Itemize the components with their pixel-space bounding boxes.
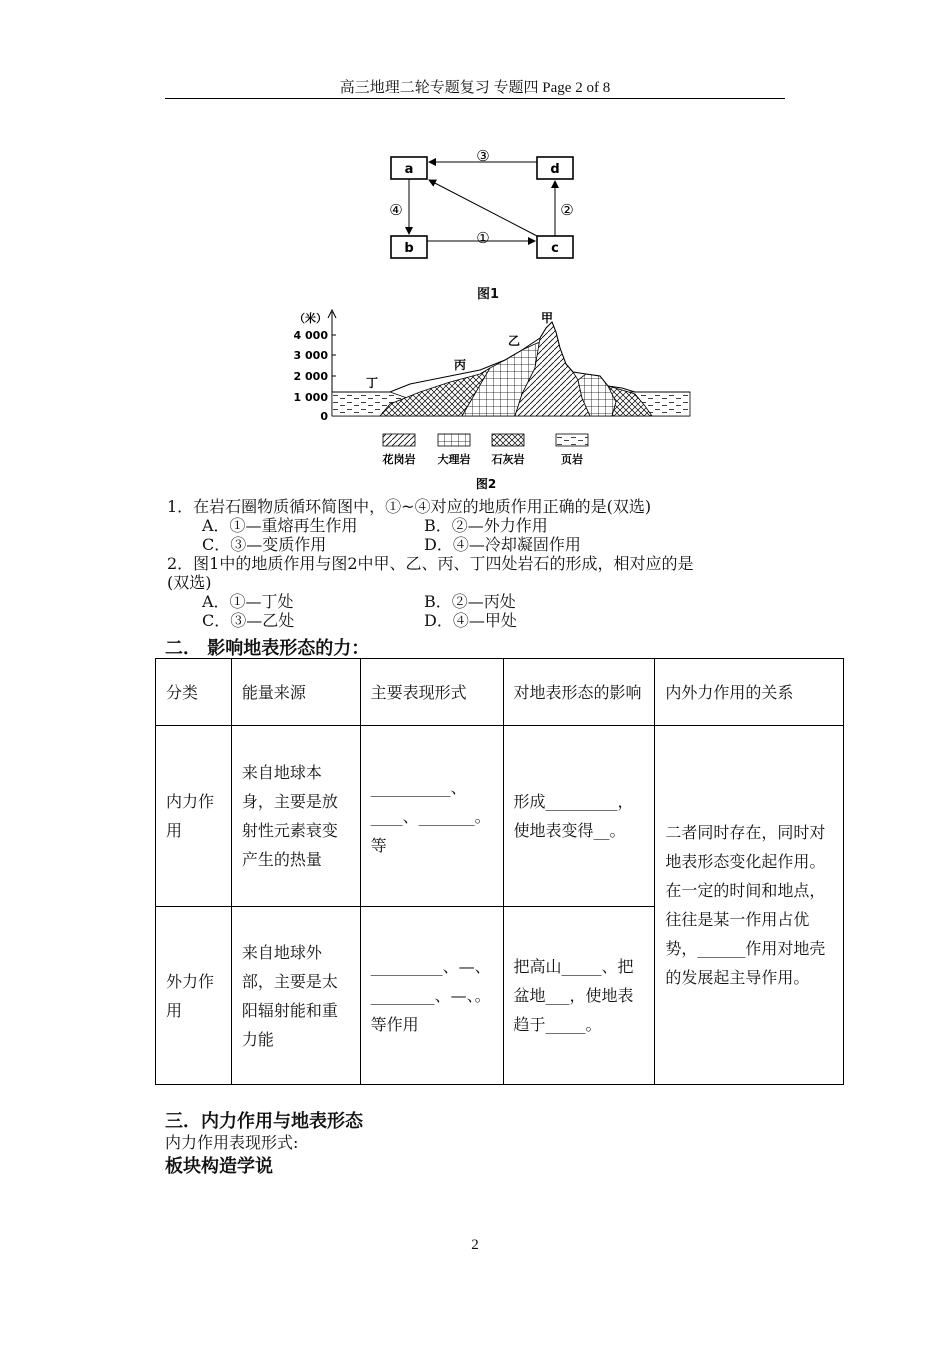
place-ding: 丁 xyxy=(366,376,379,390)
legend-marble-label: 大理岩 xyxy=(437,453,471,466)
node-d-label: d xyxy=(550,162,560,177)
cell-relationship: 二者同时存在，同时对地表形态变化起作用。在一定的时间和地点，往往是某一作用占优势，______作用对地壳的发展起主导作用。 xyxy=(655,726,844,1085)
legend-shale-swatch xyxy=(556,434,588,446)
header-category: 分类 xyxy=(156,659,232,726)
question-2-option-d: D．④—甲处 xyxy=(424,611,517,630)
cell-external-effect: 把高山_____、把盆地___，使地表趋于_____。 xyxy=(503,907,655,1085)
cell-external-energy: 来自地球外部，主要是太阳辐射能和重力能 xyxy=(231,907,360,1085)
legend-shale-label: 页岩 xyxy=(561,453,583,466)
header-energy-source: 能量来源 xyxy=(231,659,360,726)
y-tick-4000: 4 000 xyxy=(293,329,328,342)
page-number: 2 xyxy=(471,1237,479,1253)
y-unit-label: （米） xyxy=(294,312,327,325)
y-tick-0: 0 xyxy=(320,410,328,423)
legend-granite-label: 花岗岩 xyxy=(382,453,416,466)
y-tick-1000: 1 000 xyxy=(293,391,328,404)
place-bing: 丙 xyxy=(454,358,467,372)
section2-heading: 二． 影响地表形态的力： xyxy=(165,638,370,659)
question-1-option-d: D．④—冷却凝固作用 xyxy=(424,535,581,554)
arrow-c-to-a xyxy=(429,180,537,236)
table-header-row xyxy=(156,659,844,726)
arrow-label-three: ③ xyxy=(476,147,490,165)
node-b-label: b xyxy=(404,241,414,256)
section3-line1: 内力作用表现形式: xyxy=(165,1133,299,1152)
question-1-option-c: C．③—变质作用 xyxy=(202,535,327,554)
arrow-label-two: ② xyxy=(560,201,574,219)
figure2-cross-section xyxy=(290,308,700,493)
header-main-forms: 主要表现形式 xyxy=(360,659,503,726)
question-2-stem-cont: (双选) xyxy=(167,573,212,592)
question-2-option-a: A．①—丁处 xyxy=(202,592,294,611)
header-rule xyxy=(165,98,785,99)
figure2-caption: 图2 xyxy=(475,477,497,491)
legend-marble-swatch xyxy=(438,434,470,446)
legend-granite-swatch xyxy=(383,434,415,446)
cell-external-category: 外力作用 xyxy=(156,907,232,1085)
question-2-option-b: B．②—丙处 xyxy=(424,592,516,611)
cell-internal-category: 内力作用 xyxy=(156,726,232,907)
section3-subheading: 板块构造学说 xyxy=(165,1156,273,1177)
figure1-rock-cycle-diagram xyxy=(385,145,585,305)
section3-heading: 三．内力作用与地表形态 xyxy=(165,1111,363,1132)
question-1-stem: 1．在岩石圈物质循环简图中，①~④对应的地质作用正确的是(双选) xyxy=(167,497,652,516)
arrow-label-four: ④ xyxy=(389,201,403,219)
page-header: 高三地理二轮专题复习 专题四 Page 2 of 8 xyxy=(339,80,611,96)
node-c-label: c xyxy=(551,241,559,256)
header-effect-on-landform: 对地表形态的影响 xyxy=(503,659,655,726)
cell-external-forms: _________、—、________、—、。等作用 xyxy=(360,907,503,1085)
legend-limestone-swatch xyxy=(492,434,524,446)
legend-limestone-label: 石灰岩 xyxy=(491,453,525,466)
cell-internal-energy: 来自地球本身，主要是放射性元素衰变产生的热量 xyxy=(231,726,360,907)
header-relationship: 内外力作用的关系 xyxy=(655,659,844,726)
place-jia: 甲 xyxy=(541,311,554,325)
cell-internal-effect: 形成_________，使地表变得__。 xyxy=(503,726,655,907)
y-tick-3000: 3 000 xyxy=(293,349,328,362)
question-1-option-a: A．①—重熔再生作用 xyxy=(202,516,358,535)
forces-table xyxy=(155,658,844,1085)
figure1-caption: 图1 xyxy=(476,287,500,302)
cell-internal-forms: __________、____、_______。等 xyxy=(360,726,503,907)
place-yi: 乙 xyxy=(508,334,521,348)
question-2-stem: 2．图1中的地质作用与图2中甲、乙、丙、丁四处岩石的形成，相对应的是 xyxy=(167,554,694,573)
question-1-option-b: B．②—外力作用 xyxy=(424,516,548,535)
table-row-internal-force xyxy=(156,726,844,907)
y-tick-2000: 2 000 xyxy=(293,370,328,383)
node-a-label: a xyxy=(404,162,414,177)
arrow-label-one: ① xyxy=(476,229,490,247)
question-2-option-c: C．③—乙处 xyxy=(202,611,295,630)
